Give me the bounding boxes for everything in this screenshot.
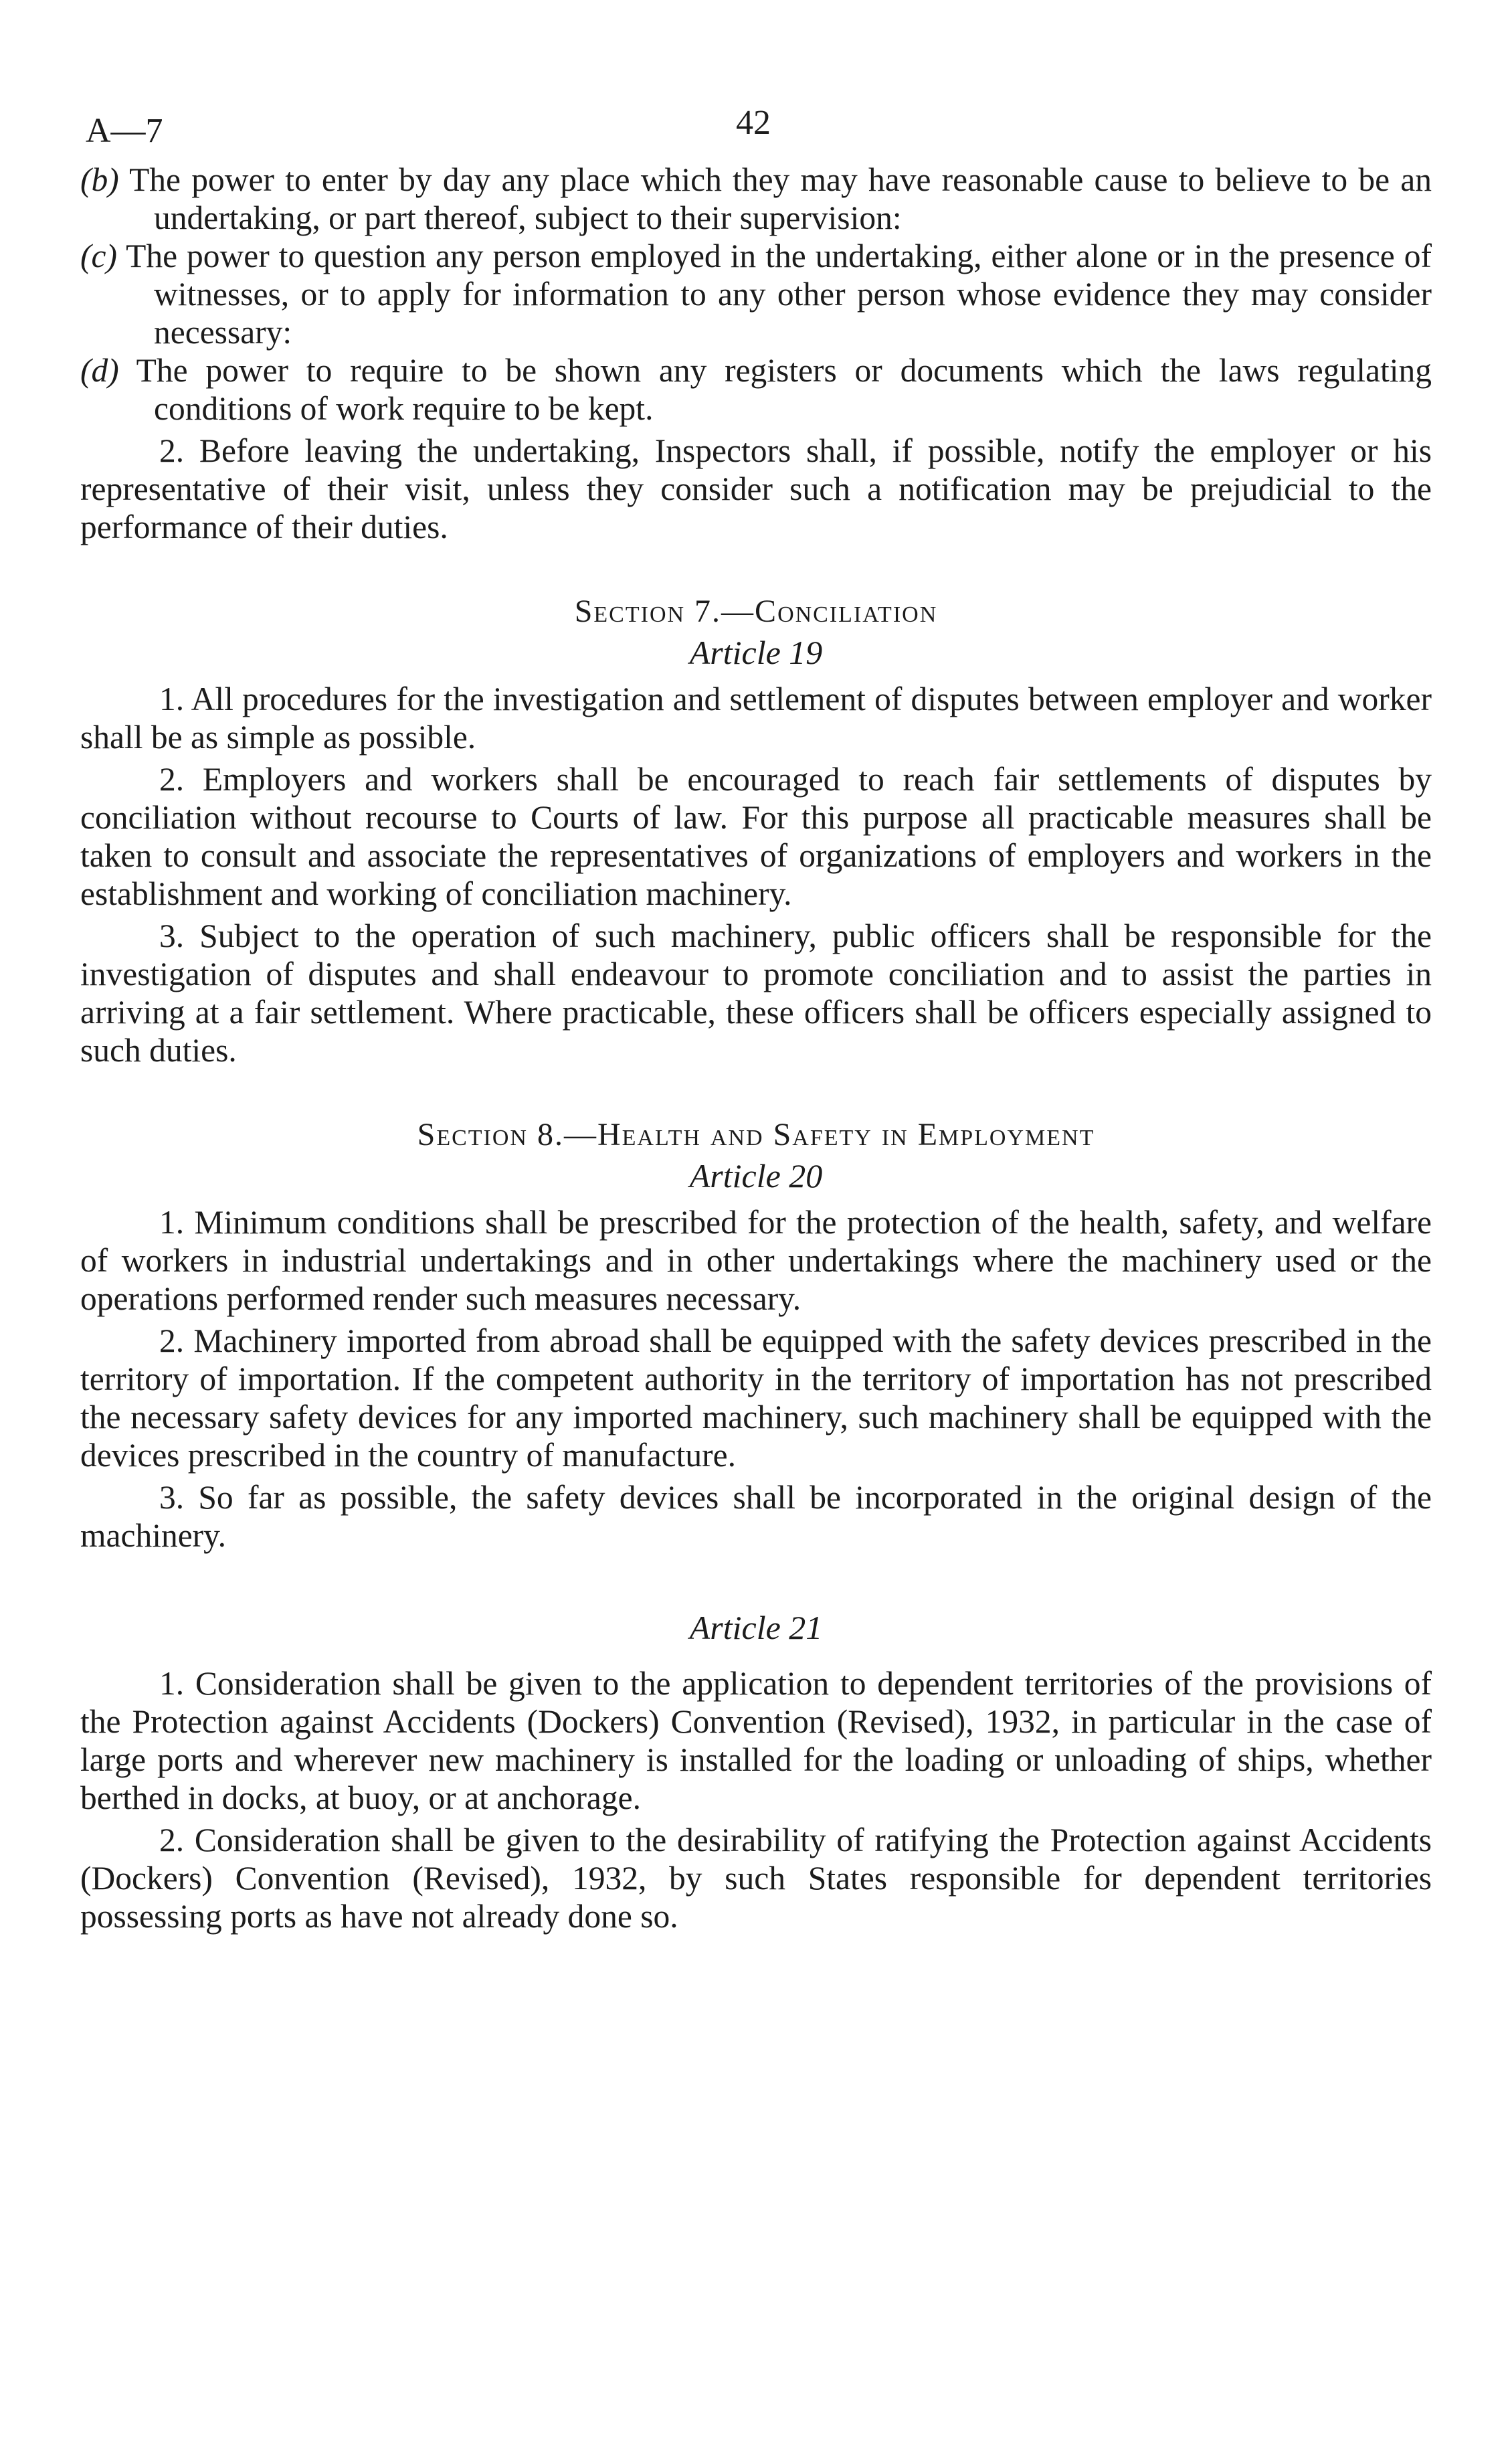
document-reference: A—7 — [86, 112, 163, 150]
paragraph: 2. Consideration shall be given to the desirability of ratifying the Protection against Accidents (Dockers) Convention (Revised), 1932, by such States responsible for dependent territories possessing ports as have not already done so. — [80, 1822, 1432, 1935]
item-label: (d) — [80, 352, 119, 389]
paragraph: 3. So far as possible, the safety devices shall be incorporated in the original design of the machinery. — [80, 1479, 1432, 1554]
paragraph: 1. All procedures for the investigation and settlement of disputes between employer and worker shall be as simple as possible. — [80, 681, 1432, 756]
paragraph: 3. Subject to the operation of such machinery, public officers shall be responsible for the investigation of disputes and shall endeavour to promote conciliation and to assist the parties in arriving at a fair settlement. Where practicable, these officers shall be officers especially assigned to such duties. — [80, 917, 1432, 1069]
item-text: The power to require to be shown any registers or documents which the laws regulating conditions of work require to be kept. — [136, 352, 1432, 427]
document-body — [80, 161, 1432, 1935]
item-label: (c) — [80, 238, 117, 274]
list-item — [80, 237, 1432, 351]
list-item — [80, 161, 1432, 237]
paragraph: 1. Consideration shall be given to the application to dependent territories of the provisions of the Protection against Accidents (Dockers) Convention (Revised), 1932, in particular in the case of large ports and wherever new machinery is installed for the loading or unloading of ships, whether berthed in docks, at buoy, or at anchorage. — [80, 1665, 1432, 1816]
page-header — [80, 100, 1432, 161]
paragraph: 2. Before leaving the undertaking, Inspectors shall, if possible, notify the employer or his representative of their visit, unless they consider such a notification may be prejudicial to the performance of their duties. — [80, 432, 1432, 545]
page-number: 42 — [736, 104, 771, 142]
paragraph: 2. Employers and workers shall be encouraged to reach fair settlements of disputes by conciliation without recourse to Courts of law. For this purpose all practicable measures shall be taken to consult and associate the representatives of organizations of employers and workers in the establishment and working of conciliation machinery. — [80, 761, 1432, 912]
article-19-title: Article 19 — [689, 634, 823, 671]
paragraph: 1. Minimum conditions shall be prescribed for the protection of the health, safety, and welfare of workers in industrial undertakings and in other undertakings where the machinery used or the operations performed render such measures necessary. — [80, 1204, 1432, 1317]
item-text: The power to enter by day any place which they may have reasonable cause to believe to be an undertaking, or part thereof, subject to their supervision: — [129, 161, 1432, 236]
document-page — [80, 100, 1432, 2376]
paragraph: 2. Machinery imported from abroad shall be equipped with the safety devices prescribed in the territory of importation. If the competent authority in the territory of importation has not prescribed the necessary safety devices for any imported machinery, such machinery shall be equipped with the devices prescribed in the country of manufacture. — [80, 1322, 1432, 1474]
article-21-title: Article 21 — [689, 1609, 823, 1646]
section-7-title: Section 7.—Conciliation — [574, 594, 938, 629]
list-item — [80, 351, 1432, 428]
section-8-title: Section 8.—Health and Safety in Employment — [417, 1117, 1095, 1152]
article-20-title: Article 20 — [689, 1157, 823, 1195]
item-text: The power to question any person employed in the undertaking, either alone or in the presence of witnesses, or to apply for information to any other person whose evidence they may consider necessary: — [126, 238, 1432, 351]
item-label: (b) — [80, 161, 119, 198]
